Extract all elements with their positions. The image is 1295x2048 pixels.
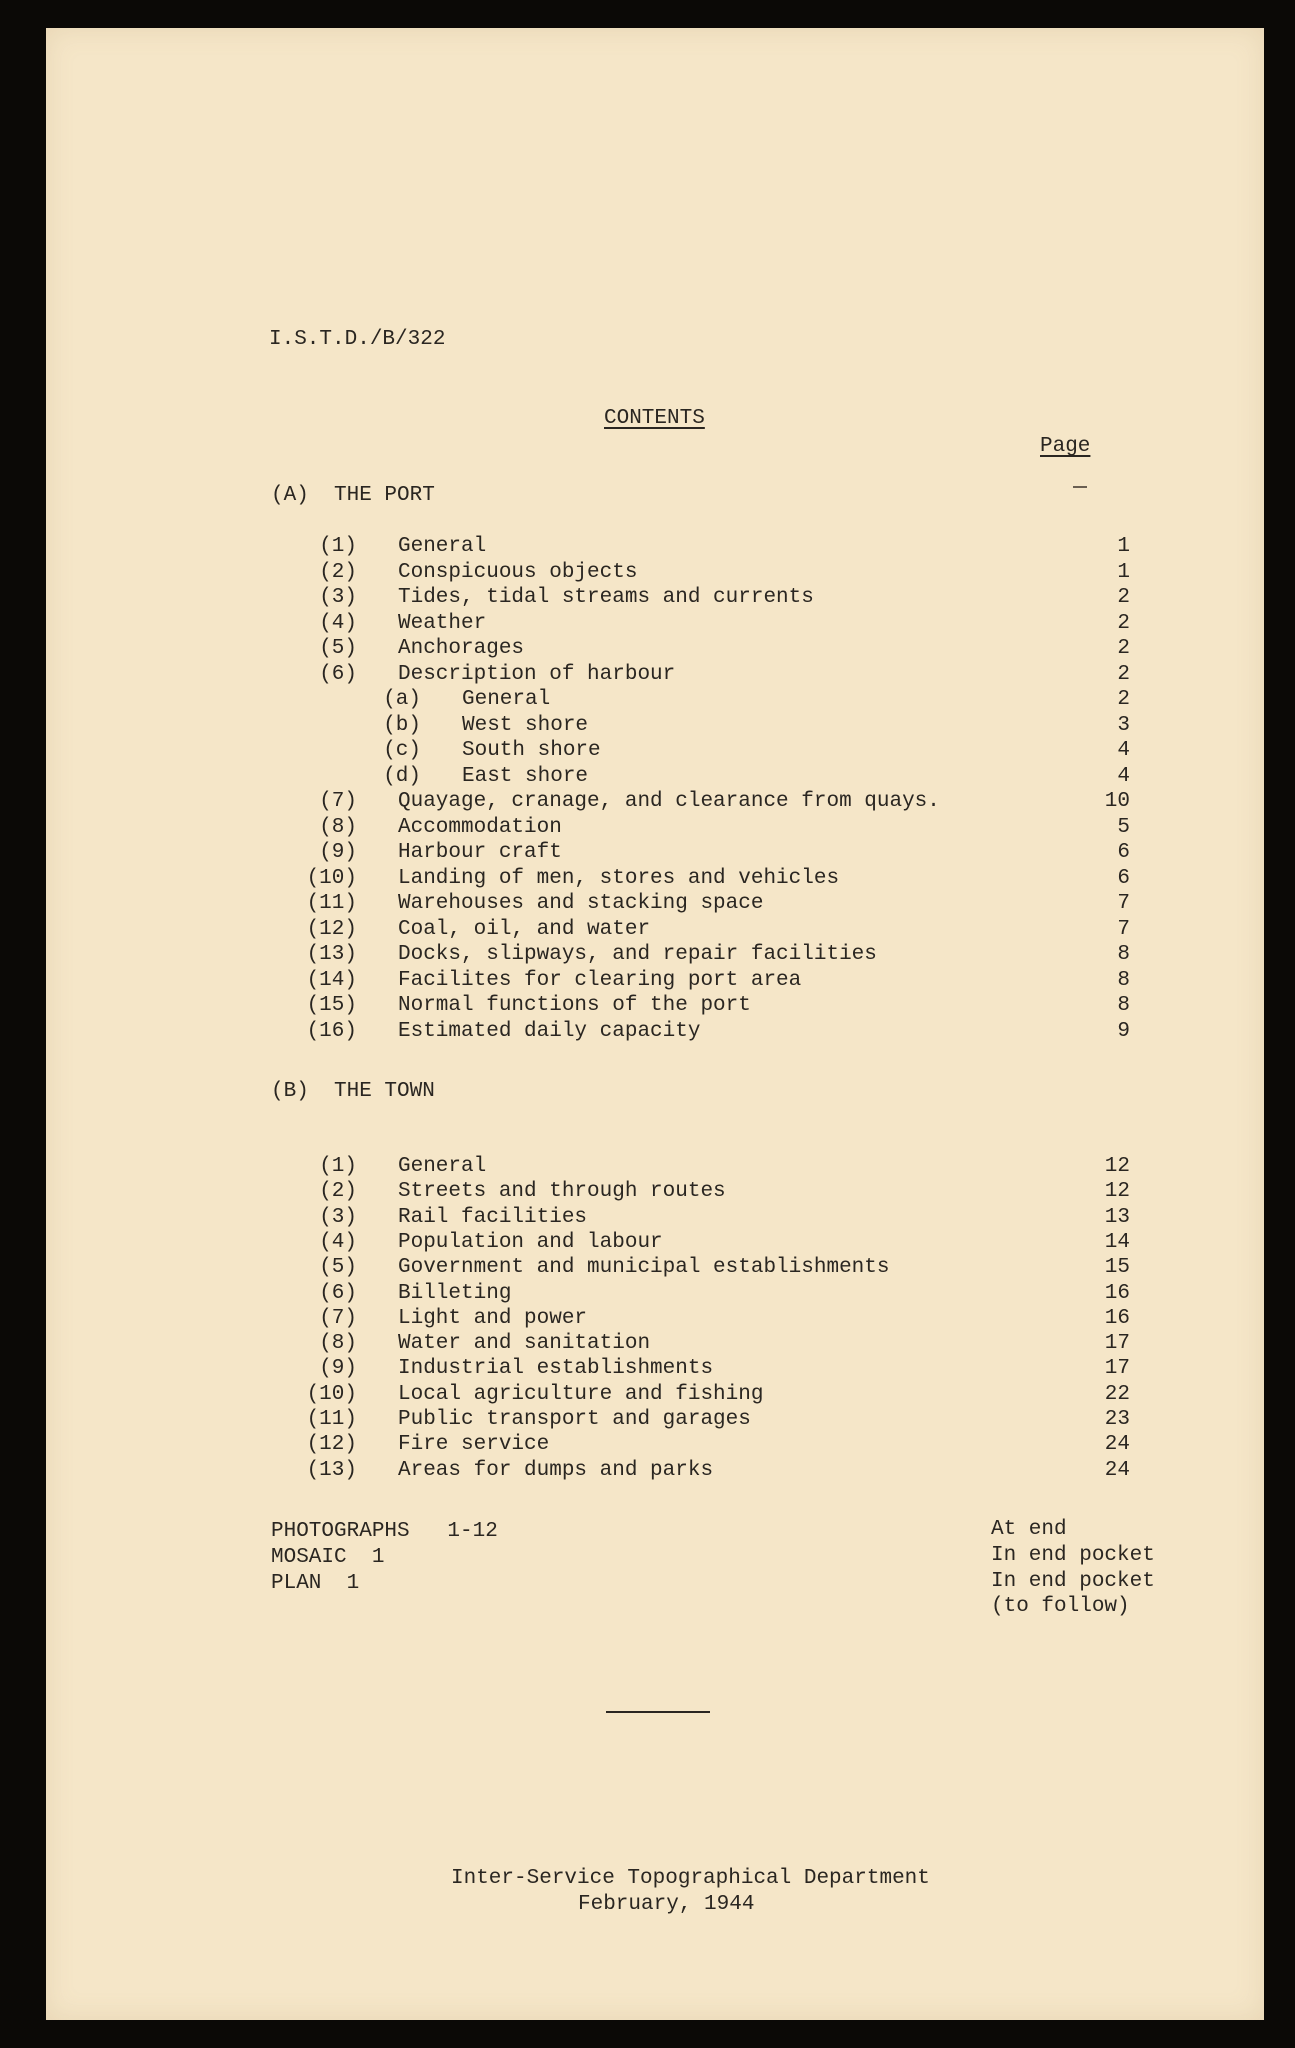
contents-entry: [46, 560, 1264, 585]
contents-entry: [46, 1407, 1264, 1432]
entry-number: (14): [306, 968, 357, 992]
entry-label: South shore: [462, 739, 601, 762]
entry-page-number: 10: [1104, 790, 1130, 813]
entry-label: Coal, oil, and water: [398, 917, 651, 941]
entry-number: (11): [306, 892, 357, 915]
entry-number: (5): [319, 1256, 357, 1280]
appendix-label: PHOTOGRAPHS 1-12: [271, 1520, 498, 1543]
entry-page-number: 8: [1117, 994, 1130, 1017]
contents-entry: [46, 1230, 1264, 1255]
entry-label: Water and sanitation: [398, 1332, 651, 1356]
entry-page-number: 2: [1117, 611, 1130, 635]
entry-number: (6): [319, 1281, 357, 1305]
entry-number: (8): [319, 815, 357, 839]
contents-entry: [46, 1179, 1264, 1204]
entry-label: Warehouses and stacking space: [398, 892, 764, 915]
entry-number: (11): [306, 1408, 357, 1431]
entry-page-number: 22: [1104, 1382, 1130, 1406]
page-title: CONTENTS: [604, 407, 705, 430]
appendix-location: In end pocket: [991, 1570, 1155, 1593]
entry-number: (9): [319, 1357, 357, 1381]
entry-label: General: [398, 1155, 487, 1178]
contents-entry: [46, 1432, 1264, 1457]
entry-label: General: [462, 688, 551, 711]
contents-entry: [46, 866, 1264, 891]
contents-entry: [46, 636, 1264, 661]
entry-number: (b): [383, 713, 421, 737]
entry-page-number: 6: [1117, 866, 1130, 890]
appendix-location-note: (to follow): [991, 1595, 1130, 1618]
entry-number: (2): [319, 560, 357, 584]
entry-label: East shore: [462, 764, 589, 788]
entry-page-number: 8: [1117, 968, 1130, 992]
entry-page-number: 13: [1104, 1205, 1130, 1229]
entry-label: Landing of men, stores and vehicles: [398, 866, 840, 890]
entry-number: (7): [319, 1306, 357, 1330]
entry-number: (13): [306, 1458, 357, 1482]
entry-label: Billeting: [398, 1281, 512, 1305]
entry-page-number: 2: [1117, 586, 1130, 609]
section-a-heading: (A) THE PORT: [271, 484, 435, 507]
entry-label: Industrial establishments: [398, 1357, 714, 1381]
entry-number: (15): [306, 994, 357, 1017]
entry-page-number: 2: [1117, 662, 1130, 686]
entry-label: Fire service: [398, 1433, 550, 1457]
contents-entry: [46, 1019, 1264, 1044]
contents-entry: [46, 1356, 1264, 1381]
document-reference: I.S.T.D./B/322: [269, 328, 446, 351]
document-page: [46, 28, 1264, 2020]
entry-number: (5): [319, 637, 357, 660]
entry-label: Rail facilities: [398, 1205, 588, 1229]
contents-entry: [46, 1458, 1264, 1483]
entry-label: Areas for dumps and parks: [398, 1458, 714, 1482]
page-column-dash: [1073, 486, 1087, 488]
entry-page-number: 4: [1117, 739, 1130, 762]
entry-label: Streets and through routes: [398, 1180, 726, 1204]
contents-entry: [46, 585, 1264, 610]
entry-label: Facilites for clearing port area: [398, 968, 802, 992]
contents-entry: [46, 815, 1264, 840]
entry-page-number: 15: [1104, 1256, 1130, 1280]
entry-page-number: 1: [1117, 535, 1130, 558]
entry-page-number: 3: [1117, 713, 1130, 737]
entry-page-number: 14: [1104, 1230, 1130, 1254]
entry-label: Government and municipal establishments: [398, 1256, 890, 1280]
entry-number: (1): [319, 1155, 357, 1178]
issuing-department: Inter-Service Topographical Department: [451, 1867, 930, 1890]
contents-entry: [46, 738, 1264, 763]
entry-page-number: 17: [1104, 1332, 1130, 1356]
entry-page-number: 5: [1117, 815, 1130, 839]
entry-page-number: 7: [1117, 917, 1130, 941]
contents-entry: [46, 534, 1264, 559]
entry-page-number: 4: [1117, 764, 1130, 788]
appendix-label: MOSAIC 1: [271, 1546, 385, 1569]
contents-entry: [46, 1331, 1264, 1356]
entry-page-number: 8: [1117, 943, 1130, 966]
entry-label: Local agriculture and fishing: [398, 1382, 764, 1406]
contents-entry: [46, 764, 1264, 789]
contents-entry: [46, 917, 1264, 942]
entry-number: (a): [383, 688, 421, 711]
page-column-heading: Page: [1040, 435, 1091, 458]
entry-number: (7): [319, 790, 357, 813]
contents-entry: [46, 942, 1264, 967]
entry-number: (d): [383, 764, 421, 788]
entry-page-number: 2: [1117, 688, 1130, 711]
entry-label: Normal functions of the port: [398, 994, 751, 1017]
entry-page-number: 24: [1104, 1458, 1130, 1482]
entry-number: (16): [306, 1019, 357, 1043]
entry-number: (4): [319, 1230, 357, 1254]
entry-page-number: 7: [1117, 892, 1130, 915]
contents-entry: [46, 687, 1264, 712]
entry-label: Anchorages: [398, 637, 525, 660]
appendix-label: PLAN 1: [271, 1572, 360, 1595]
appendix-location: In end pocket: [991, 1544, 1155, 1567]
entry-page-number: 12: [1104, 1180, 1130, 1204]
entry-page-number: 23: [1104, 1408, 1130, 1431]
issue-date: February, 1944: [578, 1893, 755, 1916]
contents-entry: [46, 789, 1264, 814]
entry-label: Quayage, cranage, and clearance from quays.: [398, 790, 940, 813]
entry-label: Population and labour: [398, 1230, 663, 1254]
contents-entry: [46, 1281, 1264, 1306]
contents-entry: [46, 1154, 1264, 1179]
contents-entry: [46, 611, 1264, 636]
contents-entry: [46, 968, 1264, 993]
entry-page-number: 16: [1104, 1306, 1130, 1330]
entry-page-number: 12: [1104, 1155, 1130, 1178]
contents-entry: [46, 840, 1264, 865]
entry-label: Docks, slipways, and repair facilities: [398, 943, 877, 966]
entry-page-number: 17: [1104, 1357, 1130, 1381]
entry-number: (4): [319, 611, 357, 635]
contents-entry: [46, 1255, 1264, 1280]
entry-page-number: 24: [1104, 1433, 1130, 1457]
entry-number: (10): [306, 866, 357, 890]
entry-number: (c): [383, 739, 421, 762]
entry-label: Accommodation: [398, 815, 562, 839]
entry-label: Description of harbour: [398, 662, 676, 686]
entry-number: (1): [319, 535, 357, 558]
section-b-heading: (B) THE TOWN: [271, 1080, 435, 1103]
entry-number: (8): [319, 1332, 357, 1356]
entry-number: (12): [306, 1433, 357, 1457]
contents-entry: [46, 713, 1264, 738]
entry-number: (10): [306, 1382, 357, 1406]
entry-label: Light and power: [398, 1306, 588, 1330]
entry-page-number: 1: [1117, 560, 1130, 584]
entry-number: (3): [319, 1205, 357, 1229]
entry-number: (6): [319, 662, 357, 686]
entry-label: General: [398, 535, 487, 558]
entry-label: Harbour craft: [398, 841, 562, 864]
divider-rule: [606, 1711, 710, 1713]
contents-entry: [46, 891, 1264, 916]
entry-label: West shore: [462, 713, 589, 737]
entry-page-number: 16: [1104, 1281, 1130, 1305]
entry-number: (12): [306, 917, 357, 941]
entry-number: (2): [319, 1180, 357, 1204]
entry-label: Tides, tidal streams and currents: [398, 586, 814, 609]
contents-entry: [46, 993, 1264, 1018]
entry-page-number: 2: [1117, 637, 1130, 660]
contents-entry: [46, 1205, 1264, 1230]
entry-label: Public transport and garages: [398, 1408, 751, 1431]
contents-entry: [46, 1306, 1264, 1331]
contents-entry: [46, 1382, 1264, 1407]
entry-label: Weather: [398, 611, 487, 635]
contents-entry: [46, 662, 1264, 687]
appendix-location: At end: [991, 1518, 1067, 1541]
entry-page-number: 9: [1117, 1019, 1130, 1043]
entry-number: (13): [306, 943, 357, 966]
entry-number: (3): [319, 586, 357, 609]
entry-number: (9): [319, 841, 357, 864]
entry-label: Estimated daily capacity: [398, 1019, 701, 1043]
entry-page-number: 6: [1117, 841, 1130, 864]
entry-label: Conspicuous objects: [398, 560, 638, 584]
